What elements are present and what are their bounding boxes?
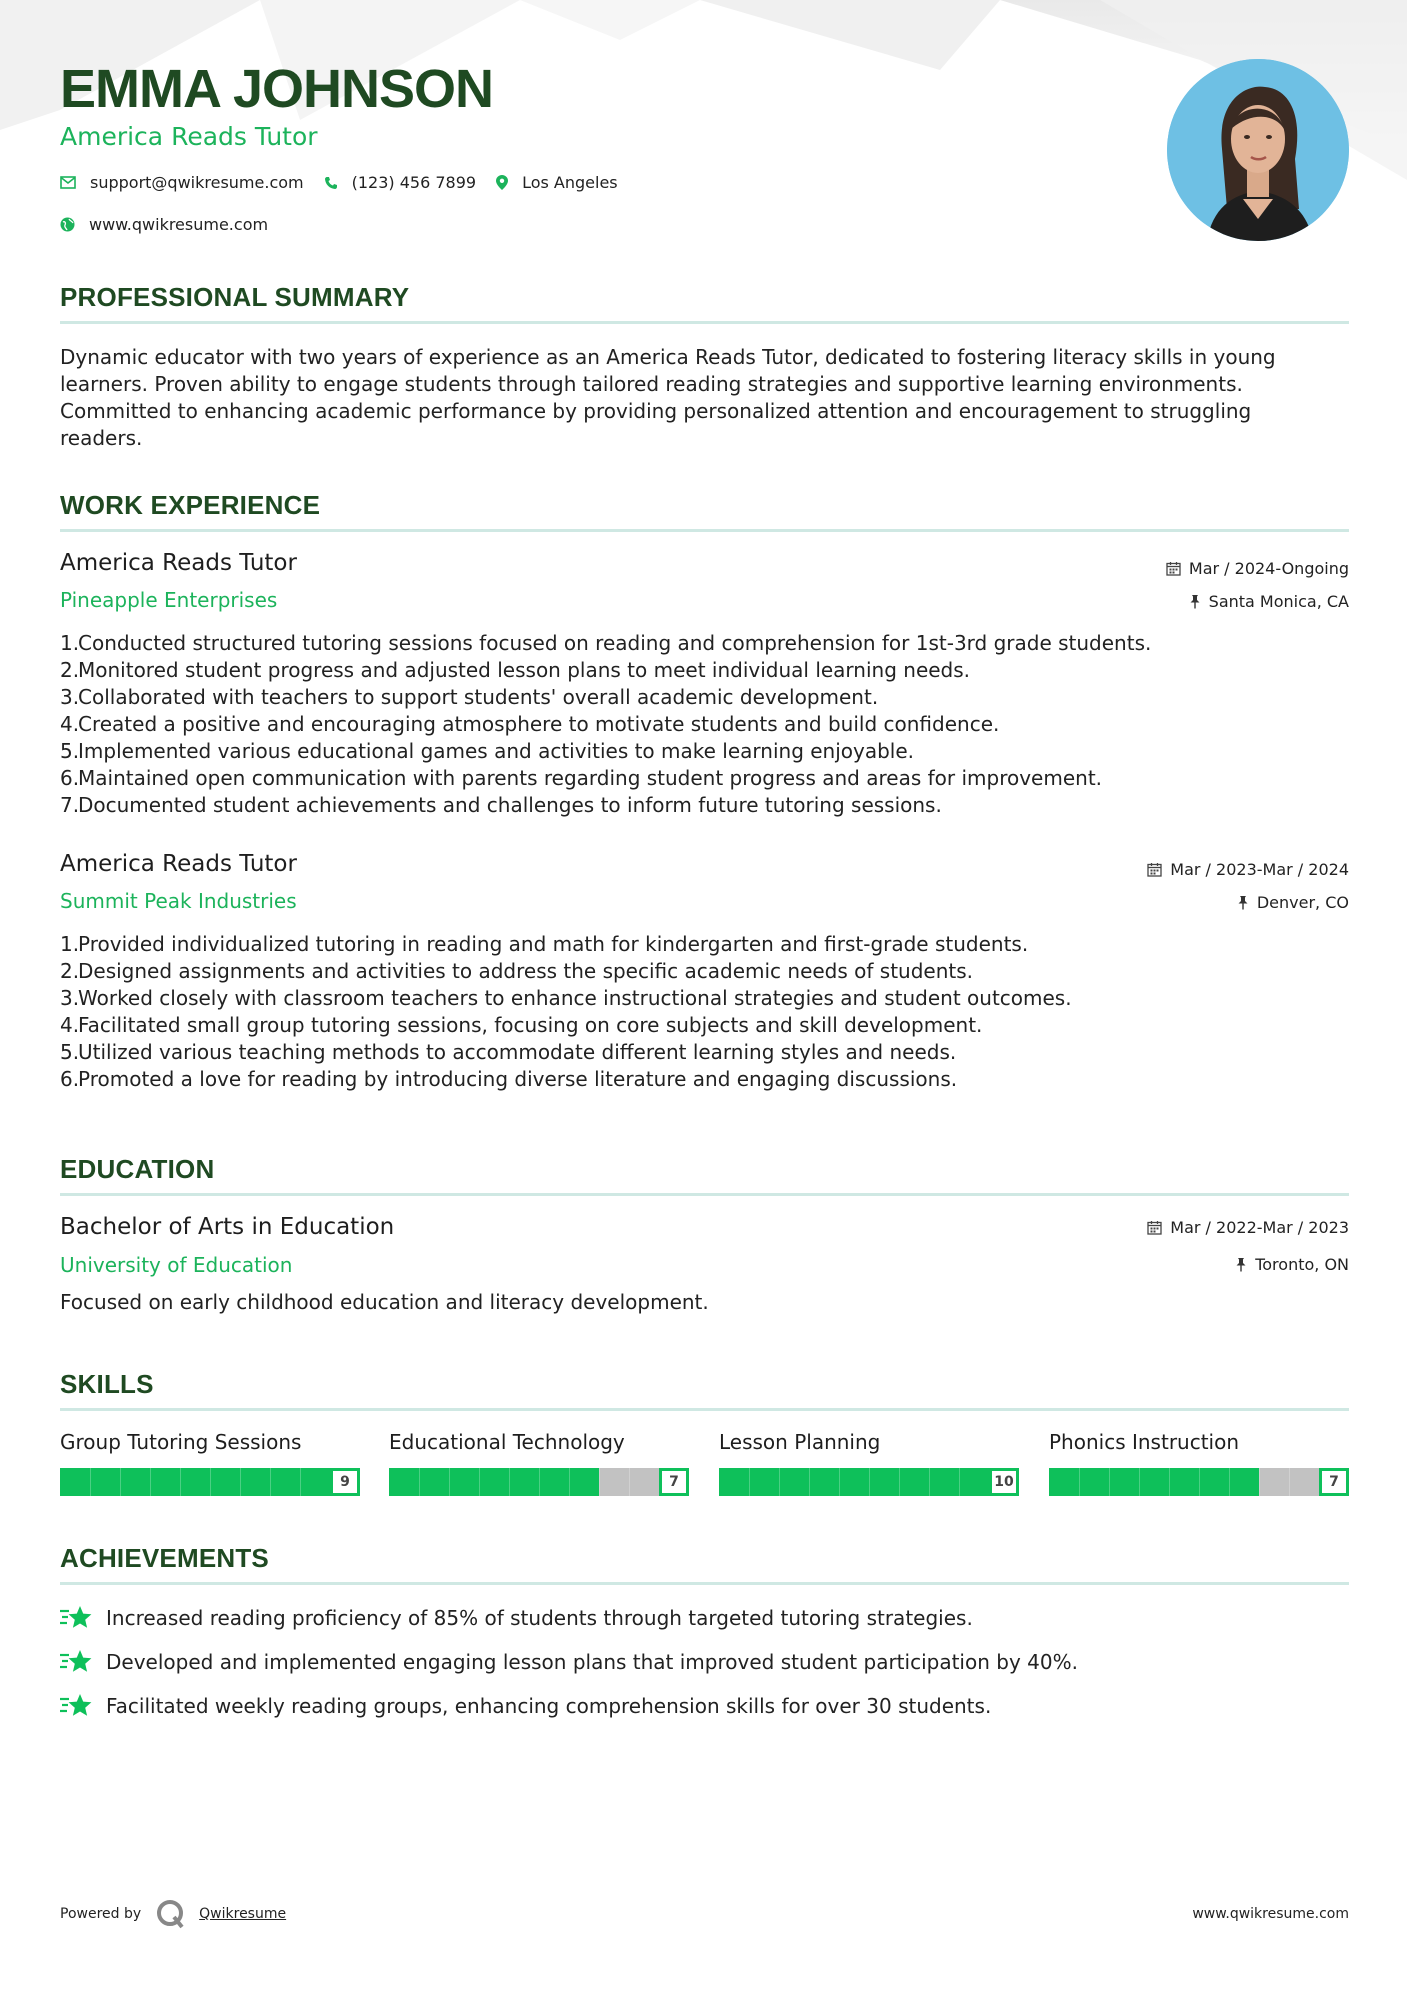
footer-powered-by <box>60 1898 286 1930</box>
job-location <box>1237 893 1349 912</box>
skill-bar-segment <box>959 1468 960 1496</box>
list-item: 3.Worked closely with classroom teachers to enhance instructional strategies and student outcomes. <box>60 986 1072 1010</box>
skill-bar-segment <box>1229 1468 1230 1496</box>
skills-heading: SKILLS <box>60 1369 154 1399</box>
skill-bar-fill <box>389 1468 599 1496</box>
globe-icon <box>60 217 75 232</box>
skill-bar-segment <box>569 1468 570 1496</box>
skill-bar-segment <box>1199 1468 1200 1496</box>
skill-bar-segment <box>449 1468 450 1496</box>
phone-icon <box>324 176 338 190</box>
education-heading: EDUCATION <box>60 1154 215 1184</box>
skill-bar-segment <box>1169 1468 1170 1496</box>
list-item: 2.Designed assignments and activities to address the specific academic needs of students. <box>60 959 974 983</box>
job-location <box>1189 592 1349 611</box>
summary-line: Committed to enhancing academic performance by providing personalized attention and encouragement to struggling <box>60 399 1252 423</box>
skill-level: 10 <box>989 1468 1019 1496</box>
achievement-item <box>60 1605 973 1631</box>
calendar-icon <box>1147 1220 1162 1235</box>
pushpin-icon <box>1235 1257 1247 1272</box>
contact-location <box>496 173 618 192</box>
skill-bar-segment <box>539 1468 540 1496</box>
contact-phone[interactable] <box>324 173 476 192</box>
skill-bar-segment <box>509 1468 510 1496</box>
experience-heading: WORK EXPERIENCE <box>60 490 321 520</box>
list-item: 2.Monitored student progress and adjusted lesson plans to meet individual learning needs. <box>60 658 971 682</box>
skill-bar-segment <box>90 1468 91 1496</box>
skill-item <box>60 1430 360 1496</box>
job-title: America Reads Tutor <box>60 550 297 576</box>
skill-name: Lesson Planning <box>719 1430 881 1454</box>
list-item: 6.Maintained open communication with parents regarding student progress and areas for improvement. <box>60 766 1103 790</box>
skill-bar-segment <box>1259 1468 1260 1496</box>
achievement-text: Increased reading proficiency of 85% of students through targeted tutoring strategies. <box>106 1606 973 1630</box>
summary-text <box>60 344 1350 452</box>
summary-line: Dynamic educator with two years of experience as an America Reads Tutor, dedicated to fostering literacy skills in young <box>60 345 1276 369</box>
summary-line: readers. <box>60 426 143 450</box>
list-item: 5.Implemented various educational games and activities to make learning enjoyable. <box>60 739 915 763</box>
map-pin-icon <box>496 175 508 190</box>
education-description: Focused on early childhood education and literacy development. <box>60 1290 709 1314</box>
skill-bar-segment <box>1079 1468 1080 1496</box>
skill-bar-segment <box>240 1468 241 1496</box>
profile-photo <box>1167 59 1349 241</box>
job-dates <box>1147 860 1349 879</box>
skill-bar-segment <box>899 1468 900 1496</box>
achievement-text: Facilitated weekly reading groups, enhancing comprehension skills for over 30 students. <box>106 1694 992 1718</box>
education-location-text: Toronto, ON <box>1255 1255 1349 1274</box>
skill-bar-fill <box>1049 1468 1259 1496</box>
skill-level: 7 <box>659 1468 689 1496</box>
powered-by-label: Powered by <box>60 1906 142 1922</box>
skill-bar-segment <box>479 1468 480 1496</box>
job-location-text: Denver, CO <box>1256 893 1349 912</box>
degree-title: Bachelor of Arts in Education <box>60 1214 395 1240</box>
skill-bar <box>719 1468 1019 1496</box>
skill-name: Phonics Instruction <box>1049 1430 1240 1454</box>
list-item: 7.Documented student achievements and challenges to inform future tutoring sessions. <box>60 793 942 817</box>
calendar-icon <box>1166 561 1181 576</box>
job-dates <box>1166 559 1349 578</box>
pushpin-icon <box>1189 594 1201 609</box>
job-dates-text: Mar / 2023-Mar / 2024 <box>1170 860 1349 879</box>
education-dates-text: Mar / 2022-Mar / 2023 <box>1170 1218 1349 1237</box>
skill-bar-segment <box>629 1468 630 1496</box>
summary-divider <box>60 321 1349 324</box>
skill-bar-segment <box>270 1468 271 1496</box>
achievement-item <box>60 1649 1078 1675</box>
skill-bar-segment <box>210 1468 211 1496</box>
job-company: Summit Peak Industries <box>60 889 297 913</box>
summary-line: learners. Proven ability to engage students through tailored reading strategies and supportive learning environments. <box>60 372 1243 396</box>
skill-item <box>719 1430 1019 1496</box>
pushpin-icon <box>1237 895 1249 910</box>
skill-level: 7 <box>1319 1468 1349 1496</box>
profile-portrait-image <box>1167 59 1349 241</box>
education-divider <box>60 1193 1349 1196</box>
calendar-icon <box>1147 862 1162 877</box>
candidate-role: America Reads Tutor <box>60 122 318 151</box>
skill-bar-segment <box>180 1468 181 1496</box>
list-item: 4.Created a positive and encouraging atmosphere to motivate students and build confidence. <box>60 712 1000 736</box>
footer-website[interactable]: www.qwikresume.com <box>1192 1906 1349 1922</box>
qwikresume-logo-icon <box>155 1898 187 1930</box>
job-location-text: Santa Monica, CA <box>1208 592 1349 611</box>
skill-bar-segment <box>929 1468 930 1496</box>
website-text: www.qwikresume.com <box>89 215 269 234</box>
skill-bar-segment <box>869 1468 870 1496</box>
contact-row <box>60 173 638 192</box>
achievements-heading: ACHIEVEMENTS <box>60 1543 269 1573</box>
list-item: 6.Promoted a love for reading by introducing diverse literature and engaging discussions. <box>60 1067 958 1091</box>
skill-level: 9 <box>330 1468 360 1496</box>
list-item: 1.Provided individualized tutoring in reading and math for kindergarten and first-grade students. <box>60 932 1029 956</box>
achievement-text: Developed and implemented engaging lesson plans that improved student participation by 40%. <box>106 1650 1078 1674</box>
skill-bar-segment <box>839 1468 840 1496</box>
skill-bar-segment <box>1139 1468 1140 1496</box>
skill-bar <box>389 1468 689 1496</box>
header <box>60 58 493 152</box>
skill-bar-segment <box>300 1468 301 1496</box>
list-item: 5.Utilized various teaching methods to accommodate different learning styles and needs. <box>60 1040 957 1064</box>
job-company: Pineapple Enterprises <box>60 588 278 612</box>
job-title: America Reads Tutor <box>60 851 297 877</box>
skill-bar-segment <box>1289 1468 1290 1496</box>
skill-bar-segment <box>150 1468 151 1496</box>
job-bullets <box>60 931 1350 1093</box>
experience-divider <box>60 529 1349 532</box>
contact-email[interactable] <box>60 173 304 192</box>
star-icon <box>60 1605 92 1631</box>
skill-item <box>389 1430 689 1496</box>
candidate-name: EMMA JOHNSON <box>60 59 494 119</box>
summary-heading: PROFESSIONAL SUMMARY <box>60 282 410 312</box>
skill-bar-fill <box>60 1468 330 1496</box>
skill-name: Group Tutoring Sessions <box>60 1430 302 1454</box>
skill-bar-segment <box>749 1468 750 1496</box>
skill-bar-segment <box>419 1468 420 1496</box>
skill-bar-segment <box>120 1468 121 1496</box>
skill-item <box>1049 1430 1349 1496</box>
achievements-divider <box>60 1582 1349 1585</box>
list-item: 4.Facilitated small group tutoring sessions, focusing on core subjects and skill development. <box>60 1013 983 1037</box>
school-name: University of Education <box>60 1253 293 1277</box>
job-dates-text: Mar / 2024-Ongoing <box>1188 559 1349 578</box>
skill-bar-segment <box>779 1468 780 1496</box>
contact-website[interactable] <box>60 215 268 234</box>
skills-divider <box>60 1408 1349 1411</box>
website-row <box>60 215 288 234</box>
star-icon <box>60 1649 92 1675</box>
skill-bar-segment <box>809 1468 810 1496</box>
skill-bar <box>60 1468 360 1496</box>
skill-bar-segment <box>599 1468 600 1496</box>
skill-bar-segment <box>1109 1468 1110 1496</box>
location-text: Los Angeles <box>522 173 618 192</box>
skill-name: Educational Technology <box>389 1430 625 1454</box>
envelope-icon <box>60 176 76 189</box>
phone-text: (123) 456 7899 <box>351 173 477 192</box>
list-item: 1.Conducted structured tutoring sessions focused on reading and comprehension for 1st-3rd grade students. <box>60 631 1152 655</box>
email-text: support@qwikresume.com <box>90 173 304 192</box>
education-location <box>1235 1255 1349 1274</box>
qwikresume-link[interactable]: Qwikresume <box>199 1906 287 1922</box>
star-icon <box>60 1693 92 1719</box>
education-dates <box>1147 1218 1349 1237</box>
achievement-item <box>60 1693 991 1719</box>
skill-bar <box>1049 1468 1349 1496</box>
job-bullets <box>60 630 1350 819</box>
list-item: 3.Collaborated with teachers to support students' overall academic development. <box>60 685 879 709</box>
